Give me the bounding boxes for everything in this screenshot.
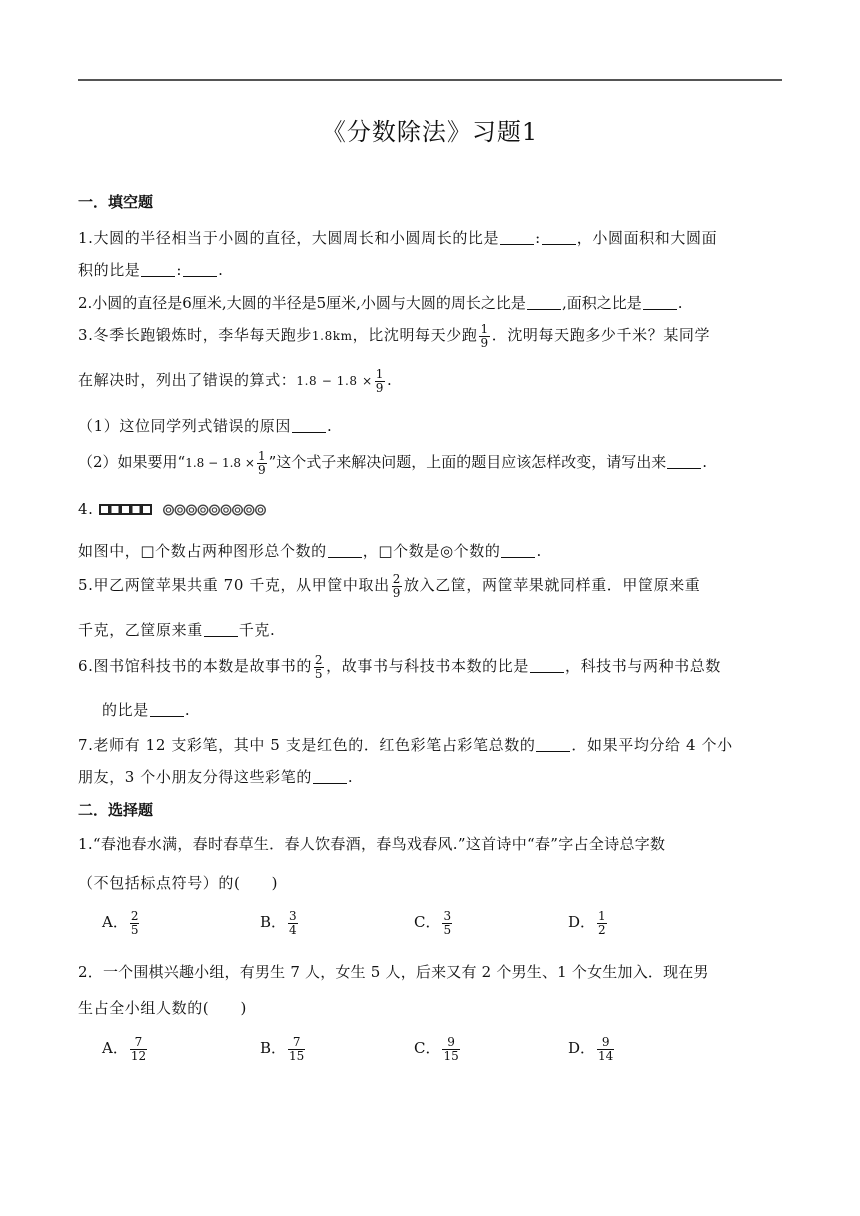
c2-option-c[interactable]: C． $\frac{9}{15}$ [414, 1035, 459, 1063]
q4-line2: 如图中，□个数占两种图形总个数的 ，□个数是◎个数的 . [78, 542, 542, 560]
double-circle-icon [221, 505, 231, 515]
double-circle-icon [256, 505, 266, 515]
c2-option-d[interactable]: D． $\frac{9}{14}$ [568, 1035, 614, 1063]
answer-blank[interactable] [292, 417, 326, 433]
q3-sub1: （1）这位同学列式错误的原因 . [78, 417, 333, 435]
answer-blank[interactable] [204, 621, 238, 637]
double-circle-icon [210, 505, 220, 515]
double-circle-icon [164, 505, 174, 515]
answer-blank[interactable] [527, 294, 561, 310]
c1-option-a[interactable]: A． $\frac{2}{5}$ [102, 909, 139, 937]
square-icon [142, 505, 151, 514]
square-icon [110, 505, 119, 514]
section-choice-heading: 二．选择题 [78, 801, 154, 819]
q1-line1: 1.大圆的半径相当于小圆的直径，大圆周长和小圆周长的比是 : ，小圆面积和大圆面 [78, 229, 718, 247]
answer-blank[interactable] [328, 542, 362, 558]
fraction: $\frac{1}{9}$ [375, 367, 384, 395]
c1-option-b[interactable]: B． $\frac{3}{4}$ [260, 909, 297, 937]
fraction: $\frac{2}{5}$ [314, 653, 324, 681]
double-circle-icon [175, 505, 185, 515]
answer-blank[interactable] [536, 736, 570, 752]
section-fill-in-heading: 一．填空题 [78, 193, 154, 211]
c1-line1: 1.“春池春水满，春时春草生．春人饮春酒，春鸟戏春风.”这首诗中“春”字占全诗总字数 [78, 835, 666, 853]
answer-blank[interactable] [500, 229, 534, 245]
q4-shape-figure [99, 503, 299, 517]
c1-option-c[interactable]: C． $\frac{3}{5}$ [414, 909, 452, 937]
answer-blank[interactable] [150, 701, 184, 717]
c1-line2: （不包括标点符号）的( ) [78, 874, 279, 892]
q7-line1: 7.老师有 12 支彩笔，其中 5 支是红色的．红色彩笔占彩笔总数的 ．如果平均分给 4 个小 [78, 736, 733, 754]
answer-blank[interactable] [542, 229, 576, 245]
answer-blank[interactable] [183, 261, 217, 277]
fraction: $\frac{1}{9}$ [257, 449, 266, 477]
q1-line2: 积的比是 : . [78, 261, 224, 279]
q5-line2: 千克，乙筐原来重 千克. [78, 621, 276, 639]
double-circle-icon [233, 505, 243, 515]
header-rule [78, 79, 782, 81]
q3-sub2: （2）如果要用“1.8 − 1.8 × $\frac{1}{9}$ ”这个式子来解决问题，上面的题目应该怎样改变，请写出来 . [78, 449, 708, 477]
double-circle-icon [187, 505, 197, 515]
answer-blank[interactable] [530, 657, 564, 673]
c2-line1: 2．一个围棋兴趣小组，有男生 7 人，女生 5 人，后来又有 2 个男生、1 个女生加入．现在男 [78, 963, 709, 981]
c2-option-b[interactable]: B． $\frac{7}{15}$ [260, 1035, 305, 1063]
c2-option-a[interactable]: A． $\frac{7}{12}$ [102, 1035, 147, 1063]
square-icon [121, 505, 130, 514]
q6-line2: 的比是 . [102, 701, 191, 719]
fraction: $\frac{1}{9}$ [480, 322, 489, 350]
c2-line2: 生占全小组人数的( ) [78, 999, 247, 1017]
answer-blank[interactable] [141, 261, 175, 277]
double-circle-icon [244, 505, 254, 515]
q4-figure-line: 4. [78, 500, 299, 518]
q7-line2: 朋友，3 个小朋友分得这些彩笔的 . [78, 768, 354, 786]
square-icon [131, 505, 140, 514]
answer-blank[interactable] [643, 294, 677, 310]
answer-blank[interactable] [501, 542, 535, 558]
square-icon [100, 505, 109, 514]
fraction: $\frac{2}{9}$ [392, 572, 401, 600]
q6-line1: 6.图书馆科技书的本数是故事书的 $\frac{2}{5}$ ，故事书与科技书本数的比是 ，科技书与两种书总数 [78, 653, 721, 681]
double-circle-icon [198, 505, 208, 515]
q3-line2: 在解决时，列出了错误的算式：1.8 − 1.8 × $\frac{1}{9}$ . [78, 367, 393, 395]
q5-line1: 5.甲乙两筐苹果共重 70 千克，从甲筐中取出 $\frac{2}{9}$ 放入乙筐，两筐苹果就同样重．甲筐原来重 [78, 572, 701, 600]
answer-blank[interactable] [313, 768, 347, 784]
q2-line: 2.小圆的直径是6厘米,大圆的半径是5厘米,小圆与大圆的周长之比是 ,面积之比是 . [78, 294, 683, 312]
answer-blank[interactable] [667, 453, 701, 469]
q3-line1: 3.冬季长跑锻炼时，李华每天跑步1.8km，比沈明每天少跑 $\frac{1}{9}$ ．沈明每天跑多少千米？某同学 [78, 322, 711, 350]
page-title: 《分数除法》习题1 [321, 118, 539, 146]
c1-option-d[interactable]: D． $\frac{1}{2}$ [568, 909, 606, 937]
